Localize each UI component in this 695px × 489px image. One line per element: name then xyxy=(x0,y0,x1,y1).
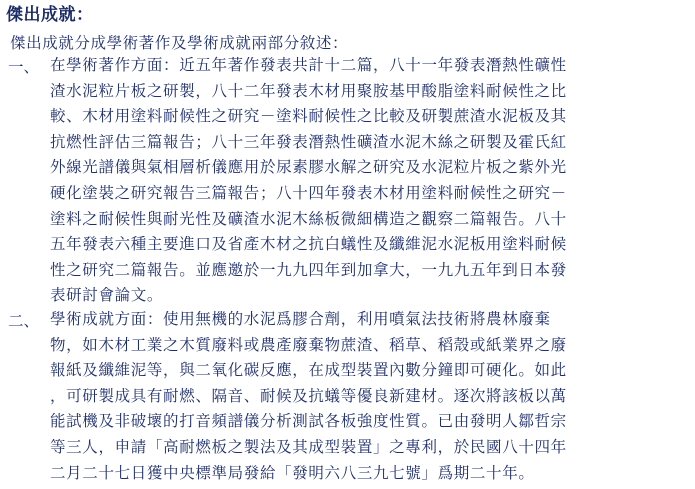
paragraph-line: 表研討會論文。 xyxy=(50,286,164,305)
paragraph-line: 物，如木材工業之木質廢料或農產廢棄物蔗渣、稻草、稻殼或紙業界之廢 xyxy=(50,335,567,354)
paragraph-line: 性之研究二篇報告。並應邀於一九九四年到加拿大，一九九五年到日本發 xyxy=(50,260,567,279)
paragraph-line: 塗料之耐候性與耐光性及礦渣水泥木絲板微細構造之觀察二篇報告。八十 xyxy=(50,209,567,228)
paragraph-line: 較、木材用塗料耐候性之研究－塗料耐候性之比較及研製蔗渣水泥板及其 xyxy=(50,107,567,126)
heading-title: 傑出成就： xyxy=(6,5,94,25)
paragraph-line: 外線光譜儀與氣相層析儀應用於尿素膠水解之研究及水泥粒片板之紫外光 xyxy=(50,158,567,177)
paragraph-line: 能試機及非破壞的打音頻譜儀分析測試各板強度性質。已由發明人鄒哲宗 xyxy=(50,412,567,431)
paragraph-line: 五年發表六種主要進口及省產木材之抗白蟻性及纖維泥水泥板用塗料耐候 xyxy=(50,235,567,254)
paragraph-line: 抗燃性評估三篇報告；八十三年發表潛熱性礦渣水泥木絲之研製及霍氏紅 xyxy=(50,132,567,151)
paragraph-line: 渣水泥粒片板之研製，八十二年發表木材用聚胺基甲酸脂塗料耐候性之比 xyxy=(50,81,567,100)
paragraph-line: ，可研製成具有耐燃、隔音、耐候及抗蟻等優良新建材。逐次將該板以萬 xyxy=(50,386,567,405)
paragraph-line: 報紙及纖維泥等，與二氧化碳反應，在成型裝置內數分鐘即可硬化。如此 xyxy=(50,361,567,380)
paragraph-line: 硬化塗裝之研究報告三篇報告；八十四年發表木材用塗料耐候性之研究－ xyxy=(50,184,567,202)
paragraph-line: 學術成就方面：使用無機的水泥爲膠合劑，利用噴氣法技術將農林廢棄 xyxy=(50,310,551,328)
section-number: 二、 xyxy=(8,312,40,330)
intro-paragraph: 傑出成就分成學術著作及學術成就兩部分敘述： xyxy=(10,34,349,52)
paragraph-line: 在學術著作方面：近五年著作發表共計十二篇，八十一年發表潛熱性礦性 xyxy=(50,56,567,74)
section-number: 一、 xyxy=(8,58,40,76)
paragraph-line: 二月二十七日獲中央標準局發給「發明六八三九七號」爲期二十年。 xyxy=(50,463,535,482)
paragraph-line: 等三人，申請「高耐燃板之製法及其成型裝置」之專利，於民國八十四年 xyxy=(50,438,567,456)
